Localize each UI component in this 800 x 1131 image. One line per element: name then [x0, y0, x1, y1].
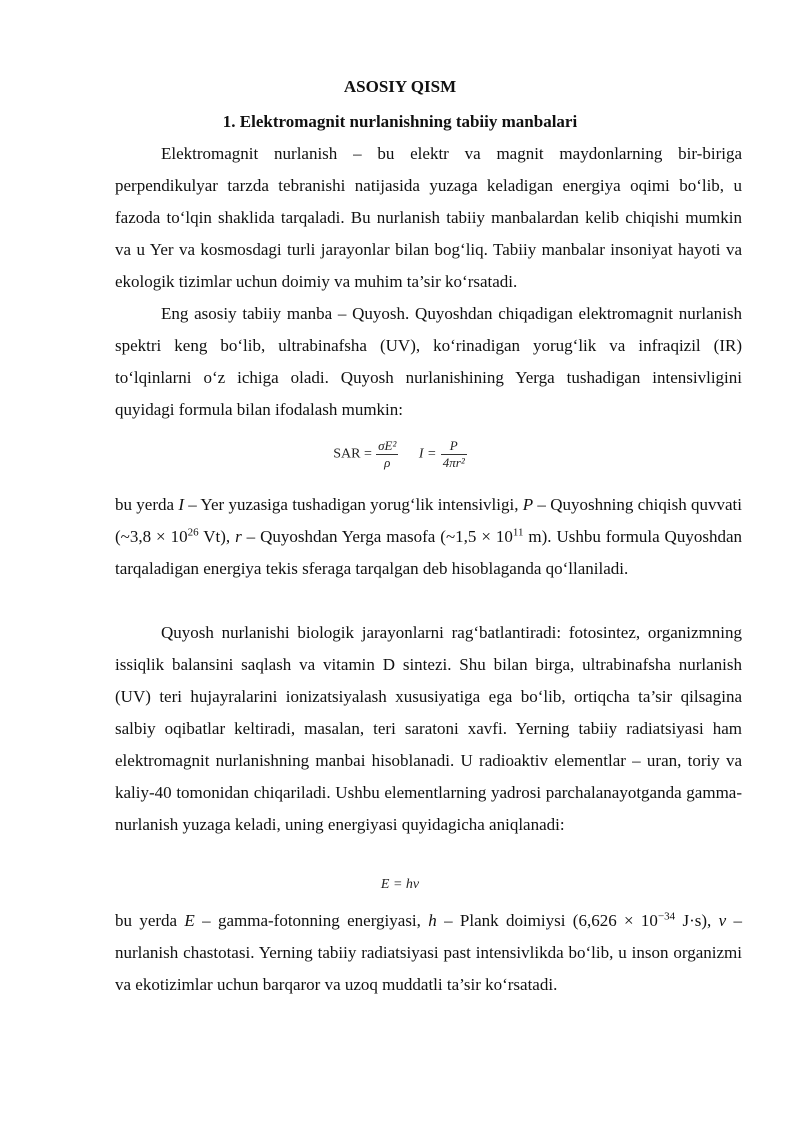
section-heading: 1. Elektromagnit nurlanishning tabiiy manbalari — [222, 112, 578, 131]
formula-intensity-numerator: P — [441, 438, 467, 455]
formula-sar-denominator: ρ — [384, 455, 391, 470]
paragraph-formula-explanation: bu yerda I – Yer yuzasiga tushadigan yorug‘lik intensivligi, P – Quyoshning chiqish quvvati (~3,8 × $10^{26}$ Vt), r – Quyoshdan Yerga masofa (~1,5 × $10^{11}$ m). Ushbu formula Quyoshdan tarqaladigan energiya tekis sferaga tarqalgan deb hisoblaganda qo‘llaniladi. — [115, 495, 742, 578]
formula-sar-intensity — [0, 438, 800, 480]
formula-sar-fraction — [376, 438, 398, 471]
formula-sar-lhs: SAR = — [333, 446, 372, 462]
formula-intensity-denominator: 4πr² — [442, 455, 465, 470]
formula-intensity-lhs: I = — [418, 446, 437, 462]
paragraph-sun: Eng asosiy tabiiy manba – Quyosh. Quyoshdan chiqadigan elektromagnit nurlanish spektri keng bo‘lib, ultrabinafsha (UV), ko‘rinadigan yorug‘lik va infraqizil (IR) to‘lqinlarni o‘z ichiga oladi. Quyosh nurlanishining Yerga tushadigan intensivligini quyidagi formula bilan ifodalash mumkin: — [115, 304, 742, 419]
paragraph-energy-explanation: bu yerda E – gamma-fotonning energiyasi, h – Plank doimiysi ($6,626 \times 10^{-34}$ J·s), v – nurlanish chastotasi. Yerning tabiiy radiatsiyasi past intensivlikda bo‘lib, u inson organizmi va ekotizimlar uchun barqaror va uzoq muddatli ta’sir ko‘rsatadi. — [115, 910, 742, 994]
paragraph-intro: Elektromagnit nurlanish – bu elektr va magnit maydonlarning bir-biriga perpendikulyar tarzda tebranishi natijasida yuzaga keladigan energiya oqimi bo‘lib, u fazoda to‘lqin shaklida tarqaladi. Bu nurlanish tabiiy manbalardan kelib chiqishi mumkin va u Yer va kosmosdagi turli jarayonlar bilan bog‘liq. Tabiiy manbalar insoniyat hayoti va ekologik tizimlar uchun doimiy va muhim ta’sir ko‘rsatadi. — [115, 144, 742, 291]
formula-intensity-fraction — [441, 438, 467, 471]
paragraph-biological-effects: Quyosh nurlanishi biologik jarayonlarni rag‘batlantiradi: fotosintez, organizmning issiqlik balansini saqlash va vitamin D sintezi. Shu bilan birga, ultrabinafsha nurlanish (UV) teri hujayralarini ionizatsiyalash xususiyatiga ega bo‘lib, ortiqcha ta’sir qilsagina salbiy oqibatlar keltiradi, masalan, teri saratoni xavfi. Yerning tabiiy radiatsiyasi ham elektromagnit nurlanishning manbai hisoblanadi. U radioaktiv elementlar – uran, toriy va kaliy-40 tomonidan chiqariladi. Ushbu elementlarning yadrosi parchalanayotganda gamma-nurlanish yuzaga keladi, uning energiyasi quyidagicha aniqlanadi: — [115, 623, 742, 834]
page-title: ASOSIY QISM — [343, 77, 457, 96]
formula-photon-energy: E = hν — [380, 877, 420, 892]
formula-sar-numerator: σE² — [378, 438, 397, 453]
